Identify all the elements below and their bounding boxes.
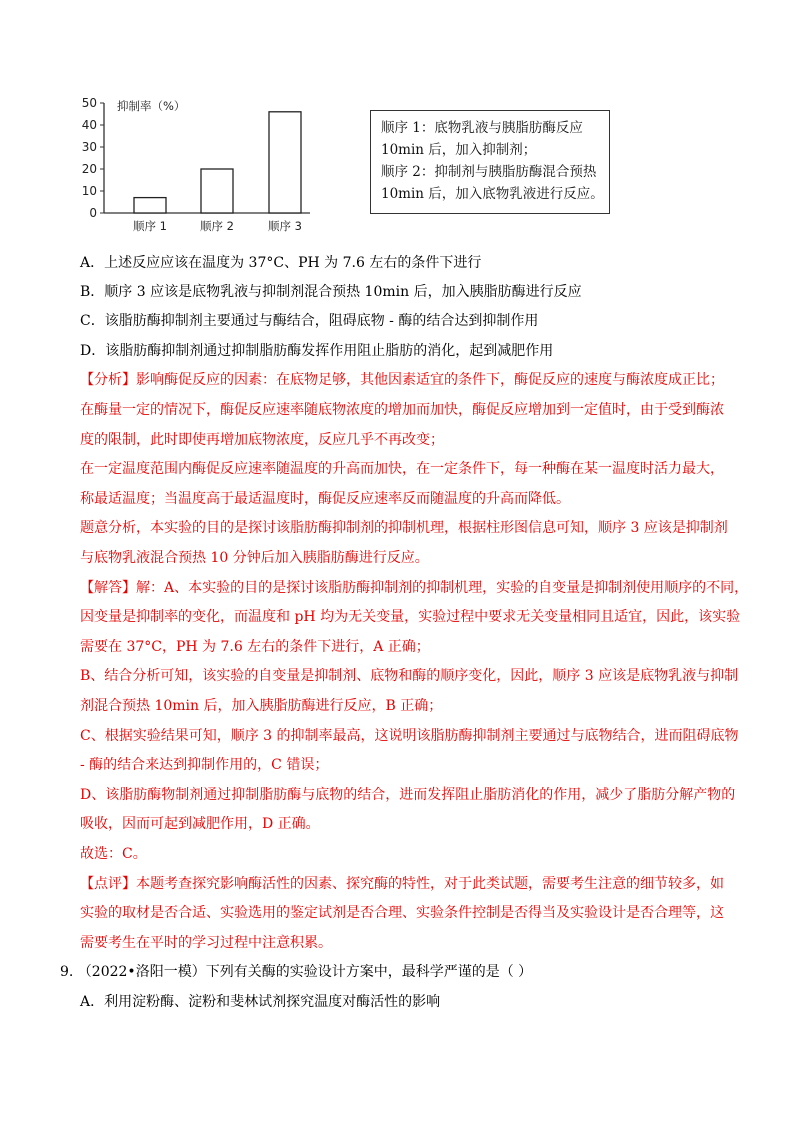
analysis-line: 在一定温度范围内酶促反应速率随温度的升高而加快，在一定条件下，每一种酶在某一温度时活力最大， <box>80 461 724 477</box>
analysis-line: 题意分析，本实验的目的是探讨该脂肪酶抑制剂的抑制机理，根据柱形图信息可知，顺序 3 应该是抑制剂 <box>80 520 728 536</box>
option-b: B．顺序 3 应该是底物乳液与抑制剂混合预热 10min 后，加入胰脂肪酶进行反应 <box>80 284 582 300</box>
answer-line: 吸收，因而可起到减肥作用，D 正确。 <box>80 816 320 832</box>
legend-line: 顺序 1：底物乳液与胰脂肪酶反应 <box>381 120 583 136</box>
analysis-line: 与底物乳液混合预热 10 分钟后加入胰脂肪酶进行反应。 <box>80 550 429 566</box>
option-a: A．上述反应应该在温度为 37°C、PH 为 7.6 左右的条件下进行 <box>80 255 482 271</box>
answer-line: 故选：C。 <box>80 846 147 862</box>
answer-line: 因变量是抑制率的变化，而温度和 pH 均为无关变量，实验过程中要求无关变量相同且适宜，因此，该实验 <box>80 609 741 625</box>
question-9-stem: 9. （2022•洛阳一模）下列有关酶的实验设计方案中，最科学严谨的是（ ） <box>60 964 533 980</box>
legend-line: 顺序 2：抑制剂与胰脂肪酶混合预热 <box>381 164 597 180</box>
comment-line <box>80 874 724 894</box>
analysis-line: 称最适温度；当温度高于最适温度时，酶促反应速率反而随温度的升高而降低。 <box>80 491 570 507</box>
y-tick-label: 40 <box>81 118 97 132</box>
bar-chart <box>70 92 360 242</box>
y-tick-label: 10 <box>81 184 97 198</box>
legend-line: 10min 后，加入抑制剂； <box>381 142 537 158</box>
answer-line <box>80 578 748 598</box>
analysis-line: 度的限制，此时即使再增加底物浓度，反应几乎不再改变； <box>80 432 444 448</box>
y-tick-label: 30 <box>81 140 97 154</box>
legend-box <box>370 110 610 214</box>
option-c: C．该脂肪酶抑制剂主要通过与酶结合，阻碍底物 - 酶的结合达到抑制作用 <box>80 313 539 329</box>
comment-line: 需要考生在平时的学习过程中注意积累。 <box>80 935 332 951</box>
bar <box>269 112 301 213</box>
analysis-line: 在酶量一定的情况下，酶促反应速率随底物浓度的增加而加快，酶促反应增加到一定值时，由于受到酶浓 <box>80 402 724 418</box>
answer-line: - 酶的结合来达到抑制作用的，C 错误； <box>80 757 329 773</box>
answer-line: 剂混合预热 10min 后，加入胰脂肪酶进行反应，B 正确； <box>80 698 443 714</box>
bar <box>134 198 166 213</box>
answer-text: 解：A、本实验的目的是探讨该脂肪酶抑制剂的抑制机理，实验的自变量是抑制剂使用顺序的不同， <box>136 580 749 596</box>
bar <box>201 169 233 213</box>
legend-line: 10min 后，加入底物乳液进行反应。 <box>381 186 604 202</box>
comment-tag: 【点评】 <box>80 876 136 892</box>
question-9-option-a: A．利用淀粉酶、淀粉和斐林试剂探究温度对酶活性的影响 <box>80 994 441 1010</box>
answer-tag: 【解答】 <box>80 580 136 596</box>
answer-line: C、根据实验结果可知，顺序 3 的抑制率最高，这说明该脂肪酶抑制剂主要通过与底物结合，进而阻碍底物 <box>80 728 739 744</box>
y-tick-label: 50 <box>81 96 97 110</box>
figure <box>70 92 650 242</box>
y-tick-label: 20 <box>81 162 97 176</box>
comment-line: 实验的取材是否合适、实验选用的鉴定试剂是否合理、实验条件控制是否得当及实验设计是否合理等，这 <box>80 905 724 921</box>
y-axis-label: 抑制率（%） <box>117 99 186 113</box>
analysis-text: 影响酶促反应的因素：在底物足够，其他因素适宜的条件下，酶促反应的速度与酶浓度成正比； <box>136 372 724 388</box>
analysis-tag: 【分析】 <box>80 372 136 388</box>
comment-text: 本题考查探究影响酶活性的因素、探究酶的特性，对于此类试题，需要考生注意的细节较多，如 <box>136 876 724 892</box>
x-tick-label: 顺序 3 <box>268 219 302 233</box>
option-d: D．该脂肪酶抑制剂通过抑制脂肪酶发挥作用阻止脂肪的消化，起到减肥作用 <box>80 343 554 359</box>
x-tick-label: 顺序 2 <box>200 219 234 233</box>
x-tick-label: 顺序 1 <box>133 219 167 233</box>
y-tick-label: 0 <box>89 206 97 220</box>
answer-line: B、结合分析可知，该实验的自变量是抑制剂、底物和酶的顺序变化，因此，顺序 3 应该是底物乳液与抑制 <box>80 668 739 684</box>
analysis-line <box>80 370 724 390</box>
answer-line: D、该脂肪酶物制剂通过抑制脂肪酶与底物的结合，进而发挥阻止脂肪消化的作用，减少了脂肪分解产物的 <box>80 787 736 803</box>
answer-line: 需要在 37°C，PH 为 7.6 左右的条件下进行，A 正确； <box>80 639 430 655</box>
